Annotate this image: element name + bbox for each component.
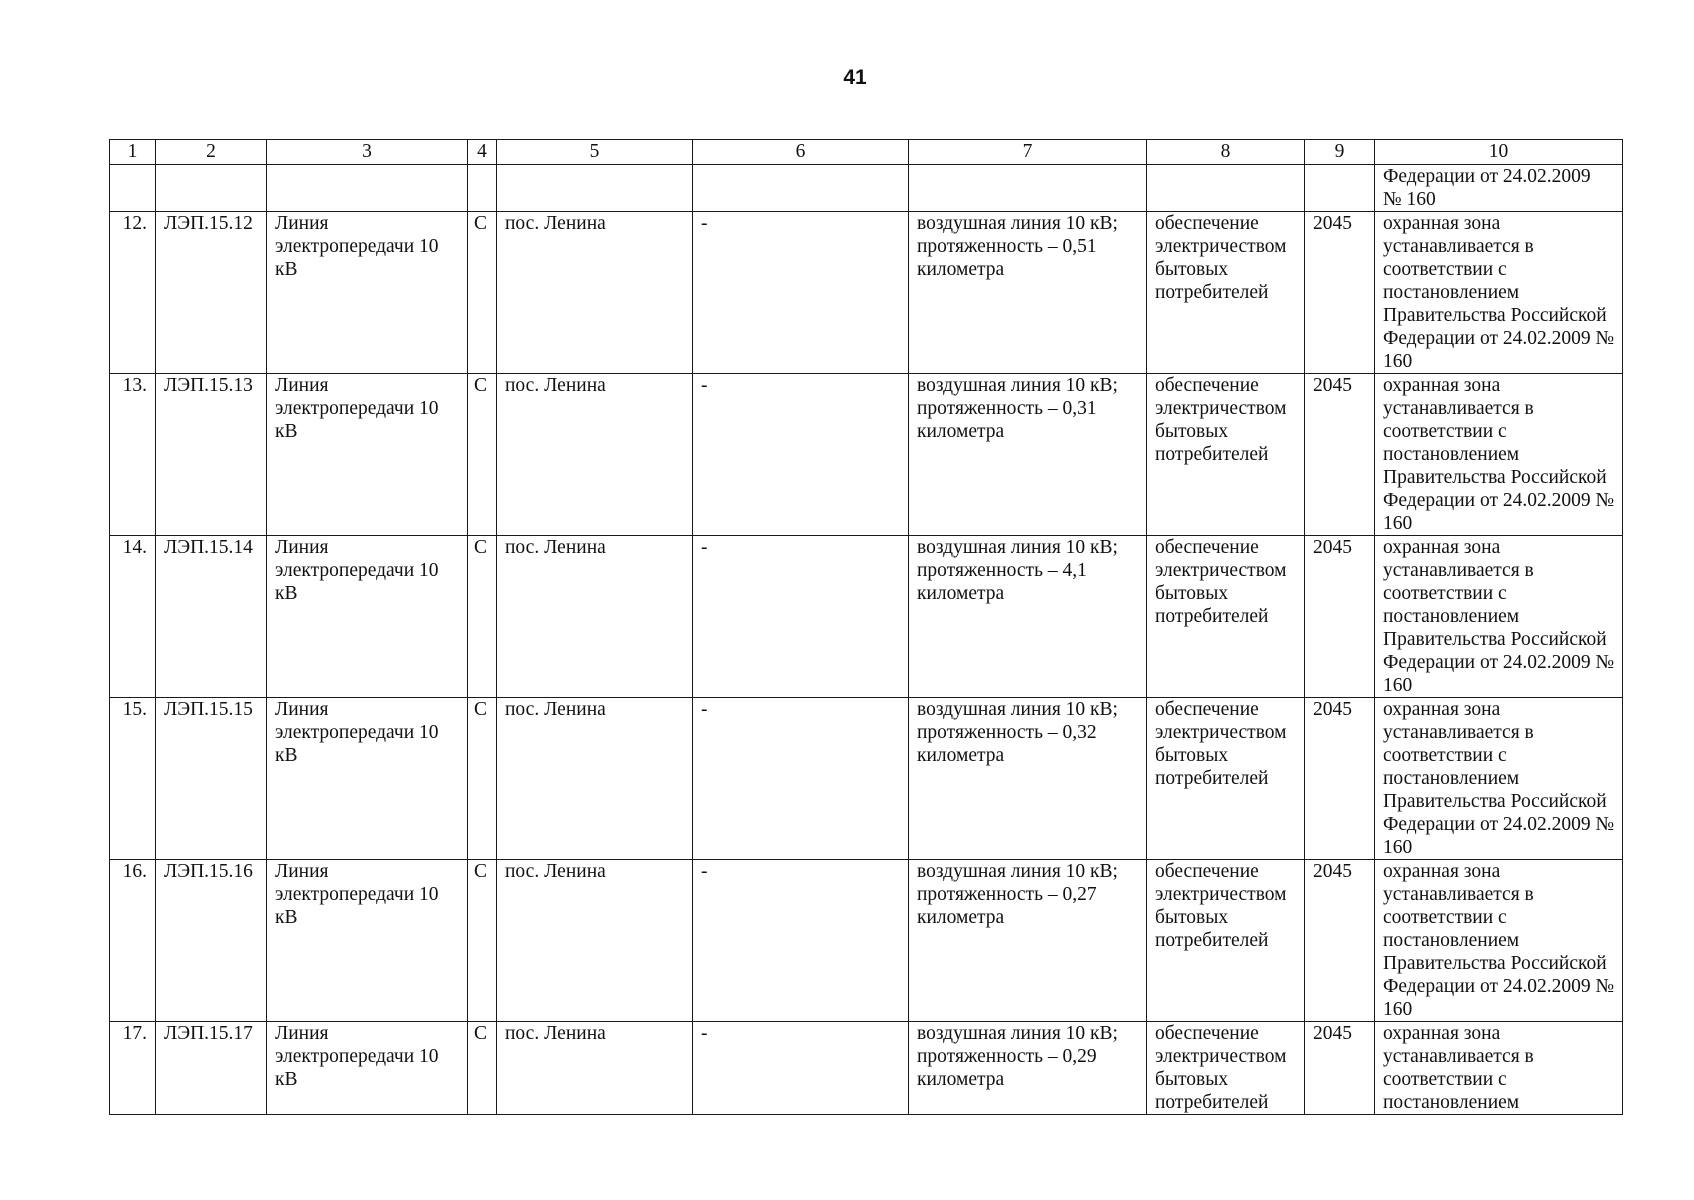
object-name-cell: Линия электропередачи 10 кВ [267, 698, 468, 860]
row-number-cell: 15. [110, 698, 156, 860]
table-cell [110, 165, 156, 212]
column-6-cell: - [693, 860, 909, 1022]
page-number: 41 [843, 66, 867, 89]
characteristics-cell: воздушная линия 10 кВ; протяженность – 0,51 километра [909, 212, 1147, 374]
column-header: 4 [468, 140, 497, 165]
row-number-cell: 13. [110, 374, 156, 536]
purpose-cell: обеспечение электричеством бытовых потребителей [1147, 860, 1305, 1022]
table-cell [909, 165, 1147, 212]
object-code-cell: ЛЭП.15.15 [156, 698, 267, 860]
zone-cell: охранная зона устанавливается в соответствии с постановлением Правительства Российской Федерации от 24.02.2009 № 160 [1375, 860, 1623, 1022]
characteristics-cell: воздушная линия 10 кВ; протяженность – 0,32 километра [909, 698, 1147, 860]
characteristics-cell: воздушная линия 10 кВ; протяженность – 0,27 километра [909, 860, 1147, 1022]
table-cell [156, 165, 267, 212]
column-header: 8 [1147, 140, 1305, 165]
table-row [110, 698, 1623, 860]
object-code-cell: ЛЭП.15.17 [156, 1022, 267, 1115]
location-cell: пос. Ленина [497, 374, 693, 536]
characteristics-cell: воздушная линия 10 кВ; протяженность – 4,1 километра [909, 536, 1147, 698]
location-cell: пос. Ленина [497, 212, 693, 374]
object-code-cell: ЛЭП.15.14 [156, 536, 267, 698]
location-cell: пос. Ленина [497, 698, 693, 860]
row-number-cell: 17. [110, 1022, 156, 1115]
object-name-cell: Линия электропередачи 10 кВ [267, 860, 468, 1022]
location-cell: пос. Ленина [497, 1022, 693, 1115]
object-code-cell: ЛЭП.15.16 [156, 860, 267, 1022]
zone-cell: охранная зона устанавливается в соответствии с постановлением Правительства Российской Федерации от 24.02.2009 № 160 [1375, 536, 1623, 698]
purpose-cell: обеспечение электричеством бытовых потребителей [1147, 212, 1305, 374]
purpose-cell: обеспечение электричеством бытовых потребителей [1147, 536, 1305, 698]
column-header: 1 [110, 140, 156, 165]
row-number-cell: 14. [110, 536, 156, 698]
row-number-cell: 16. [110, 860, 156, 1022]
location-cell: пос. Ленина [497, 860, 693, 1022]
table-body [110, 165, 1623, 1115]
characteristics-cell: воздушная линия 10 кВ; протяженность – 0,29 километра [909, 1022, 1147, 1115]
table-cell [693, 165, 909, 212]
column-number-row [110, 140, 1623, 165]
table-cell [497, 165, 693, 212]
row-number-cell: 12. [110, 212, 156, 374]
table-row [110, 1022, 1623, 1115]
year-cell: 2045 [1305, 860, 1375, 1022]
column-header: 6 [693, 140, 909, 165]
object-type-cell: С [468, 374, 497, 536]
zone-cell: охранная зона устанавливается в соответствии с постановлением Правительства Российской Федерации от 24.02.2009 № 160 [1375, 698, 1623, 860]
year-cell: 2045 [1305, 698, 1375, 860]
object-name-cell: Линия электропередачи 10 кВ [267, 212, 468, 374]
location-cell: пос. Ленина [497, 536, 693, 698]
table-cell [267, 165, 468, 212]
zone-cell: охранная зона устанавливается в соответствии с постановлением Правительства Российской Федерации от 24.02.2009 № 160 [1375, 374, 1623, 536]
zone-cell: охранная зона устанавливается в соответствии с постановлением Правительства Российской Федерации от 24.02.2009 № 160 [1375, 212, 1623, 374]
purpose-cell: обеспечение электричеством бытовых потребителей [1147, 1022, 1305, 1115]
table-cell [468, 165, 497, 212]
object-type-cell: С [468, 536, 497, 698]
column-header: 2 [156, 140, 267, 165]
object-name-cell: Линия электропередачи 10 кВ [267, 374, 468, 536]
column-6-cell: - [693, 536, 909, 698]
characteristics-cell: воздушная линия 10 кВ; протяженность – 0,31 километра [909, 374, 1147, 536]
column-header: 7 [909, 140, 1147, 165]
object-code-cell: ЛЭП.15.12 [156, 212, 267, 374]
year-cell: 2045 [1305, 536, 1375, 698]
purpose-cell: обеспечение электричеством бытовых потребителей [1147, 698, 1305, 860]
object-type-cell: С [468, 212, 497, 374]
table-row [110, 212, 1623, 374]
table-row [110, 860, 1623, 1022]
purpose-cell: обеспечение электричеством бытовых потребителей [1147, 374, 1305, 536]
year-cell: 2045 [1305, 374, 1375, 536]
object-name-cell: Линия электропередачи 10 кВ [267, 536, 468, 698]
object-code-cell: ЛЭП.15.13 [156, 374, 267, 536]
object-type-cell: С [468, 1022, 497, 1115]
column-header: 3 [267, 140, 468, 165]
year-cell: 2045 [1305, 1022, 1375, 1115]
year-cell: 2045 [1305, 212, 1375, 374]
column-6-cell: - [693, 374, 909, 536]
column-header: 9 [1305, 140, 1375, 165]
table-row [110, 374, 1623, 536]
column-header: 5 [497, 140, 693, 165]
continuation-zone-cell: Федерации от 24.02.2009 № 160 [1375, 165, 1623, 212]
object-type-cell: С [468, 698, 497, 860]
continuation-row [110, 165, 1623, 212]
table-cell [1147, 165, 1305, 212]
column-header: 10 [1375, 140, 1623, 165]
object-name-cell: Линия электропередачи 10 кВ [267, 1022, 468, 1115]
table-header [110, 140, 1623, 165]
table-cell [1305, 165, 1375, 212]
objects-table [109, 139, 1623, 1115]
column-6-cell: - [693, 698, 909, 860]
object-type-cell: С [468, 860, 497, 1022]
column-6-cell: - [693, 212, 909, 374]
zone-cell: охранная зона устанавливается в соответствии с постановлением [1375, 1022, 1623, 1115]
table-row [110, 536, 1623, 698]
column-6-cell: - [693, 1022, 909, 1115]
